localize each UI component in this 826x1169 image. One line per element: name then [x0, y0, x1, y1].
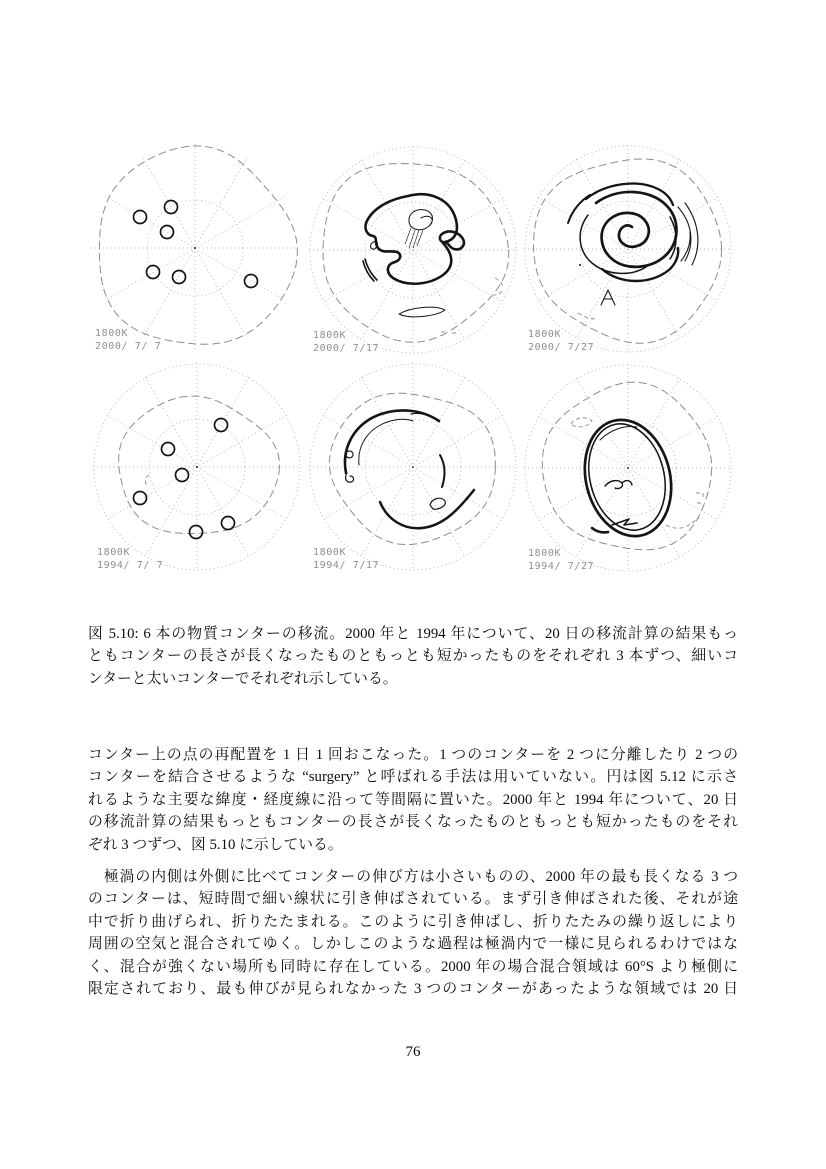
figure-caption-line: 図 5.10: 6 本の物質コンターの移流。2000 年と 1994 年について、20 日の移流計算の結果もっ — [88, 626, 738, 642]
pole-dot — [196, 466, 198, 468]
panel-date-label: 1994/ 7/27 — [528, 561, 595, 572]
contour-drawing — [363, 194, 503, 333]
figure-caption-line: ともコンターの長さが長くなったものともっとも短かったものをそれぞれ 3 本ずつ、細いコ — [88, 648, 738, 665]
inner-parallel-arc — [359, 419, 413, 465]
pole-dot — [412, 466, 414, 468]
figure-panel-2000-07-27 — [518, 143, 738, 367]
material-contour-circle — [134, 211, 147, 224]
filament-hatching — [405, 228, 423, 248]
material-contour-circle — [161, 226, 174, 239]
body-text-line: コンターを結合させるような “surgery” と呼ばれる手法は用いていない。円は図 5.12 に示さ — [88, 769, 738, 786]
coastline-fragment — [578, 313, 596, 319]
polar-grid — [309, 146, 517, 354]
body-text-line: の移流計算の結果もっともコンターの長さが長くなったものともっとも短かったものをそれ — [88, 814, 738, 831]
page-number: 76 — [405, 1044, 421, 1060]
polar-grid — [524, 145, 732, 353]
body-text-line: ぞれ 3 つずつ、図 5.10 に示している。 — [88, 836, 343, 853]
right-crescent-filaments — [678, 203, 698, 265]
panel-level-label: 1800K — [528, 329, 562, 340]
figure-panel-1994-07-07 — [87, 361, 307, 585]
coastline-fragment — [571, 418, 703, 528]
body-text-line: く、混合が強くない場所も同時に存在している。2000 年の場合混合領域は 60°S より極側に — [88, 958, 738, 975]
inner-curl-contour — [409, 210, 433, 230]
body-text-line: 中で折り曲げられ、折りたたまれる。このように引き伸ばし、折りたたみの繰り返しにより — [88, 913, 738, 930]
coastline-fragment — [441, 278, 503, 333]
panel-date-label: 2000/ 7/27 — [528, 342, 595, 353]
body-text-line: 限定されており、最も伸びが見られなかった 3 つのコンターがあったような領域では 20 日 — [88, 981, 738, 998]
panel-level-label: 1800K — [313, 330, 347, 341]
panel-date-label: 2000/ 7/ 7 — [95, 341, 162, 352]
right-short-arc — [440, 455, 444, 487]
panel-level-label: 1800K — [95, 328, 129, 339]
tiny-contour-dot — [579, 264, 581, 266]
material-contour-circle — [222, 517, 235, 530]
body-text-line: コンター上の点の再配置を 1 日 1 回おこなった。1 つのコンターを 2 つに分離したり 2 つの — [88, 747, 738, 763]
contour-drawing — [134, 419, 235, 539]
contour-drawing — [568, 184, 698, 319]
body-paragraph-2 — [88, 866, 738, 1000]
coastline-fragment — [145, 475, 149, 485]
material-contour-circle — [134, 492, 147, 505]
material-contour-circle — [173, 271, 186, 284]
small-loop-on-arc — [430, 498, 445, 509]
material-contour-circle — [176, 469, 189, 482]
vortex-spiral-thin — [580, 215, 676, 273]
material-contour-circle — [245, 275, 258, 288]
contour-drawing — [571, 411, 703, 546]
body-text-line: のコンターは、短時間で細い線状に引き伸ばされている。まず引き伸ばされた後、それが途 — [88, 891, 738, 908]
figure-panel-2000-07-07 — [85, 142, 305, 366]
body-text-line: れるような主要な緯度・経度線に沿って等間隔に置いた。2000 年と 1994 年について、20 日 — [88, 791, 738, 808]
panel-date-label: 2000/ 7/17 — [313, 343, 380, 354]
body-text-line: 極渦の内側は外側に比べてコンターの伸び方は小さいものの、2000 年の最も長くなる 3 つ — [88, 869, 738, 885]
figure-caption — [88, 623, 738, 690]
bottom-arc-thick — [380, 490, 474, 528]
body-text-line: 周囲の空気と混合されてゆく。しかしこのような過程は極渦内で一様に見られるわけではな — [88, 936, 738, 953]
panel-level-label: 1800K — [313, 547, 347, 558]
panel-level-label: 1800K — [97, 547, 131, 558]
bottom-filament-ellipse — [399, 307, 445, 317]
stretched-contour-thick — [366, 194, 464, 283]
figure-panel-1994-07-17 — [303, 361, 523, 585]
contour-drawing — [134, 201, 258, 288]
vortex-spiral-thick — [596, 192, 677, 267]
material-contour-circle — [190, 526, 203, 539]
figure-caption-line: ンターと太いコンターでそれぞれ示している。 — [88, 670, 398, 687]
panel-date-label: 1994/ 7/17 — [313, 560, 380, 571]
material-contour-circle — [162, 443, 175, 456]
crescent-filament — [363, 259, 377, 281]
figure-panel-2000-07-17 — [303, 144, 523, 368]
panel-date-label: 1994/ 7/ 7 — [97, 560, 164, 571]
material-contour-circle — [215, 419, 228, 432]
left-small-loop — [346, 451, 354, 482]
panel-level-label: 1800K — [528, 548, 562, 559]
pole-dot — [627, 467, 629, 469]
body-paragraph-1 — [88, 744, 738, 856]
figure-panel-1994-07-27 — [518, 362, 738, 586]
small-arrow-contour — [612, 519, 637, 525]
thick-dash-contour — [592, 528, 608, 532]
pole-dot — [194, 247, 196, 249]
